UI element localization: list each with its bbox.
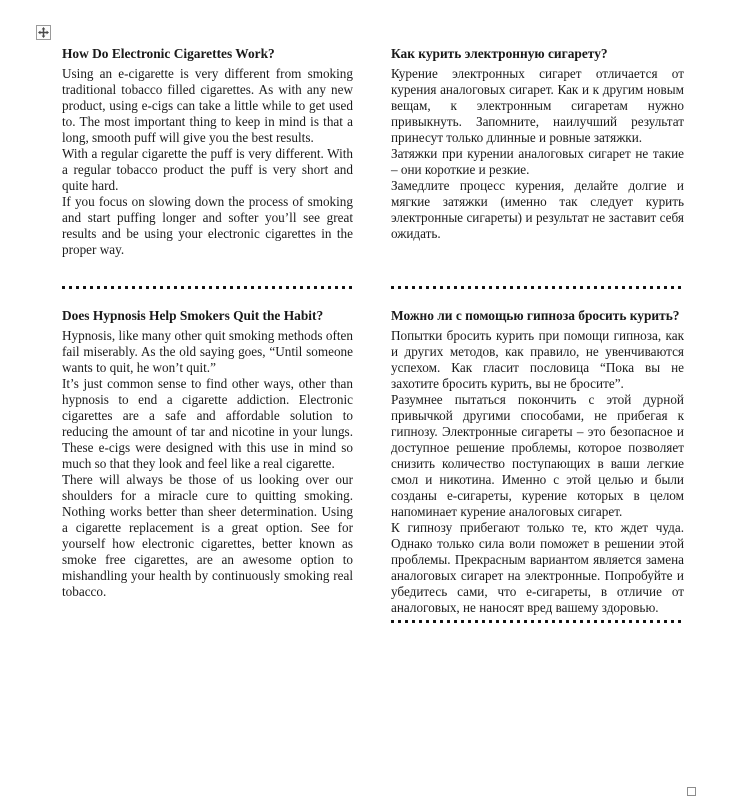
paragraph: Курение электронных сигарет отличается от курения аналоговых сигарет. Как и к другим новым вещам, к электронным сигаретам нужно привыкнуть. Запомните, наилучший результат принесут только длинные и ровные затяжки. bbox=[391, 66, 684, 145]
paragraph: Hypnosis, like many other quit smoking methods often fail miserably. As the old saying goes, “Until someone wants to quit, he won’t quit.” bbox=[62, 328, 353, 375]
paragraph: Попытки бросить курить при помощи гипноза, как и других методов, как правило, не увенчиваются успехом. Как гласит пословица “Пока вы не захотите бросить курить, вы не бросите”. bbox=[391, 328, 684, 391]
cell-ru-how-ecigs-work bbox=[391, 45, 684, 289]
paragraph: Замедлите процесс курения, делайте долгие и мягкие затяжки (именно так следует курить электронные сигареты) и результат не заставит себя ожидать. bbox=[391, 178, 684, 241]
cell-ru-hypnosis bbox=[391, 289, 684, 623]
table-resize-handle[interactable] bbox=[687, 787, 696, 796]
paragraph: Разумнее пытаться покончить с этой дурной привычкой другими способами, не прибегая к гипнозу. Электронные сигареты – это безопасное и доступное решение проблемы, которое позволяет снизить количество поступающих в ваши легкие смол и никотина. Именно с этой целью и были созданы е-сигареты, курение которых в целом напоминает курение аналоговых сигарет. bbox=[391, 392, 684, 519]
two-column-table bbox=[62, 45, 684, 623]
table-move-handle[interactable] bbox=[36, 25, 51, 40]
section-heading-en-1: How Do Electronic Cigarettes Work? bbox=[62, 46, 275, 61]
paragraph: Затяжки при курении аналоговых сигарет не такие – они короткие и резкие. bbox=[391, 146, 684, 177]
section-heading-en-2: Does Hypnosis Help Smokers Quit the Habit? bbox=[62, 308, 324, 323]
paragraph: With a regular cigarette the puff is very different. With a regular tobacco product the puff is very short and quite hard. bbox=[62, 146, 353, 193]
paragraph: If you focus on slowing down the process of smoking and start puffing longer and softer you’ll see great results and be using your electronic cigarettes in the proper way. bbox=[62, 194, 353, 257]
paragraph: There will always be those of us looking over our shoulders for a miracle cure to quitting smoking. Nothing works better than sheer determination. Using a cigarette replacement is a great option. See for yourself how electronic cigarettes, better known as smoke free cigarettes, are an awesome option to mishandling your health by continuously smoking real tobacco. bbox=[62, 472, 353, 599]
section-heading-ru-1: Как курить электронную сигарету? bbox=[391, 46, 608, 61]
cell-en-how-ecigs-work bbox=[62, 45, 353, 289]
section-heading-ru-2: Можно ли с помощью гипноза бросить курить? bbox=[391, 308, 680, 323]
cell-en-hypnosis bbox=[62, 289, 353, 623]
paragraph: Using an e-cigarette is very different from smoking traditional tobacco filled cigarettes. As with any new product, using e-cigs can take a little while to get used to. The most important thing to keep in mind is that a long, smooth puff will give you the best results. bbox=[62, 66, 353, 145]
paragraph: К гипнозу прибегают только те, кто ждет чуда. Однако только сила воли поможет в решении этой проблемы. Прекрасным вариантом является замена аналоговых сигарет на электронные. Попробуйте и убедитесь сами, что е-сигареты, в отличие от аналоговых, не наносят вред вашему здоровью. bbox=[391, 520, 684, 615]
move-arrows-icon bbox=[38, 27, 49, 38]
paragraph: It’s just common sense to find other ways, other than hypnosis to end a cigarette addiction. Electronic cigarettes are a safe and affordable solution to reducing the amount of tar and nicotine in your lungs. These e-cigs were designed with this use in mind so much so that they look and feel like a real cigarette. bbox=[62, 376, 353, 471]
